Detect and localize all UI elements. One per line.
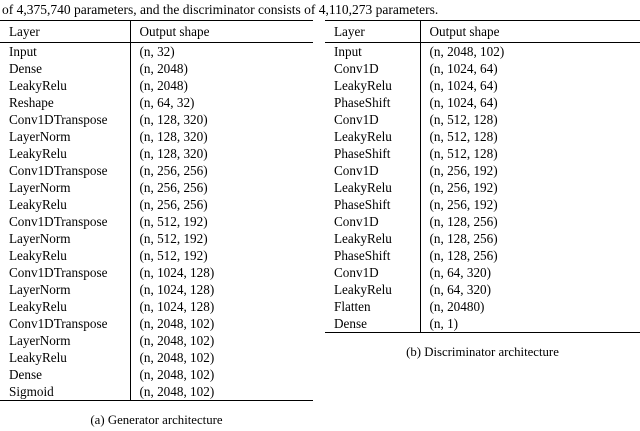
output-shape-cell: (n, 64, 320): [429, 265, 492, 280]
table-row: [0, 264, 313, 281]
layer-cell: Conv1D: [325, 264, 420, 281]
table-row: [0, 247, 313, 264]
layer-cell: Reshape: [0, 94, 130, 111]
table-row: [0, 179, 313, 196]
layer-cell: Conv1DTranspose: [0, 162, 130, 179]
discriminator-table-block: [325, 20, 640, 360]
layer-cell: Conv1DTranspose: [0, 213, 130, 230]
output-shape-cell: (n, 2048, 102): [139, 350, 215, 365]
table-row: [0, 315, 313, 332]
output-shape-cell: (n, 1): [429, 316, 459, 331]
output-shape-cell: (n, 512, 192): [139, 248, 208, 263]
layer-cell: LeakyRelu: [0, 247, 130, 264]
table-row: [0, 213, 313, 230]
output-shape-cell: (n, 128, 256): [429, 231, 498, 246]
table-row: [325, 43, 640, 61]
output-shape-cell: (n, 2048): [139, 61, 188, 76]
generator-table: [0, 20, 313, 401]
table-row: [325, 145, 640, 162]
table-header-row: [325, 21, 640, 43]
layer-cell: LeakyRelu: [0, 349, 130, 366]
layer-cell: Dense: [0, 366, 130, 383]
output-shape-cell: (n, 128, 320): [139, 146, 208, 161]
table-row: [0, 43, 313, 61]
layer-cell: Conv1D: [325, 213, 420, 230]
output-shape-cell: (n, 256, 192): [429, 163, 498, 178]
table-row: [0, 298, 313, 315]
layer-cell: PhaseShift: [325, 247, 420, 264]
generator-table-caption: (a) Generator architecture: [90, 413, 223, 427]
output-shape-cell: (n, 2048, 102): [139, 333, 215, 348]
layer-cell: LayerNorm: [0, 179, 130, 196]
table-row: [0, 366, 313, 383]
layer-cell: LeakyRelu: [325, 128, 420, 145]
output-shape-cell: (n, 512, 128): [429, 129, 498, 144]
layer-cell: PhaseShift: [325, 145, 420, 162]
table-header-row: [0, 21, 313, 43]
output-shape-cell: (n, 256, 256): [139, 197, 208, 212]
output-shape-cell: (n, 512, 192): [139, 214, 208, 229]
layer-cell: Sigmoid: [0, 383, 130, 401]
table-row: [0, 128, 313, 145]
output-shape-cell: (n, 20480): [429, 299, 485, 314]
layer-cell: Input: [325, 43, 420, 61]
table-row: [0, 281, 313, 298]
output-shape-cell: (n, 512, 128): [429, 146, 498, 161]
table-row: [325, 128, 640, 145]
layer-column-header: Layer: [0, 21, 130, 43]
output-shape-cell: (n, 2048): [139, 78, 188, 93]
layer-cell: LeakyRelu: [325, 281, 420, 298]
table-row: [325, 162, 640, 179]
output-shape-cell: (n, 128, 320): [139, 129, 208, 144]
layer-cell: LeakyRelu: [0, 196, 130, 213]
table-row: [325, 247, 640, 264]
table-row: [0, 111, 313, 128]
output-shape-cell: (n, 2048, 102): [429, 44, 505, 59]
table-row: [0, 94, 313, 111]
layer-cell: LeakyRelu: [325, 179, 420, 196]
output-shape-cell: (n, 256, 192): [429, 197, 498, 212]
layer-cell: LayerNorm: [0, 281, 130, 298]
output-shape-cell: (n, 128, 256): [429, 214, 498, 229]
output-shape-cell: (n, 1024, 128): [139, 282, 215, 297]
table-row: [325, 281, 640, 298]
output-shape-cell: (n, 1024, 64): [429, 95, 498, 110]
layer-cell: Conv1D: [325, 162, 420, 179]
layer-cell: Dense: [325, 315, 420, 333]
table-row: [0, 60, 313, 77]
layer-cell: Dense: [0, 60, 130, 77]
output-shape-cell: (n, 256, 256): [139, 163, 208, 178]
layer-cell: Flatten: [325, 298, 420, 315]
output-shape-cell: (n, 128, 256): [429, 248, 498, 263]
table-row: [325, 264, 640, 281]
layer-cell: LeakyRelu: [325, 230, 420, 247]
table-row: [325, 230, 640, 247]
table-row: [325, 213, 640, 230]
generator-table-block: [0, 20, 313, 428]
table-row: [0, 349, 313, 366]
output-shape-cell: (n, 2048, 102): [139, 384, 215, 399]
intro-text: of 4,375,740 parameters, and the discriminator consists of 4,110,273 parameters.: [2, 2, 439, 17]
table-row: [0, 77, 313, 94]
discriminator-table-caption: (b) Discriminator architecture: [406, 345, 559, 359]
discriminator-table: [325, 20, 640, 333]
layer-cell: Conv1DTranspose: [0, 315, 130, 332]
table-row: [0, 332, 313, 349]
output-shape-cell: (n, 256, 192): [429, 180, 498, 195]
output-shape-cell: (n, 64, 320): [429, 282, 492, 297]
output-shape-cell: (n, 1024, 64): [429, 61, 498, 76]
table-row: [0, 162, 313, 179]
table-row: [325, 315, 640, 333]
table-row: [325, 94, 640, 111]
layer-cell: Conv1DTranspose: [0, 264, 130, 281]
output-shape-cell: (n, 64, 32): [139, 95, 195, 110]
layer-cell: Input: [0, 43, 130, 61]
layer-cell: PhaseShift: [325, 196, 420, 213]
table-row: [325, 179, 640, 196]
output-shape-column-header: Output shape: [130, 21, 313, 43]
table-row: [0, 230, 313, 247]
table-row: [325, 298, 640, 315]
table-row: [0, 145, 313, 162]
output-shape-cell: (n, 256, 256): [139, 180, 208, 195]
output-shape-cell: (n, 128, 320): [139, 112, 208, 127]
table-row: [325, 77, 640, 94]
layer-cell: LeakyRelu: [0, 145, 130, 162]
layer-cell: LayerNorm: [0, 332, 130, 349]
output-shape-cell: (n, 1024, 128): [139, 265, 215, 280]
layer-cell: LayerNorm: [0, 230, 130, 247]
output-shape-cell: (n, 1024, 128): [139, 299, 215, 314]
layer-cell: Conv1DTranspose: [0, 111, 130, 128]
table-row: [0, 383, 313, 401]
output-shape-cell: (n, 512, 192): [139, 231, 208, 246]
layer-cell: LeakyRelu: [325, 77, 420, 94]
output-shape-cell: (n, 2048, 102): [139, 367, 215, 382]
layer-cell: PhaseShift: [325, 94, 420, 111]
table-row: [325, 196, 640, 213]
layer-cell: LeakyRelu: [0, 298, 130, 315]
layer-cell: Conv1D: [325, 111, 420, 128]
layer-cell: LeakyRelu: [0, 77, 130, 94]
layer-column-header: Layer: [325, 21, 420, 43]
output-shape-cell: (n, 512, 128): [429, 112, 498, 127]
output-shape-cell: (n, 1024, 64): [429, 78, 498, 93]
output-shape-cell: (n, 2048, 102): [139, 316, 215, 331]
table-row: [325, 60, 640, 77]
layer-cell: Conv1D: [325, 60, 420, 77]
output-shape-column-header: Output shape: [420, 21, 640, 43]
layer-cell: LayerNorm: [0, 128, 130, 145]
table-row: [325, 111, 640, 128]
output-shape-cell: (n, 32): [139, 44, 175, 59]
table-row: [0, 196, 313, 213]
